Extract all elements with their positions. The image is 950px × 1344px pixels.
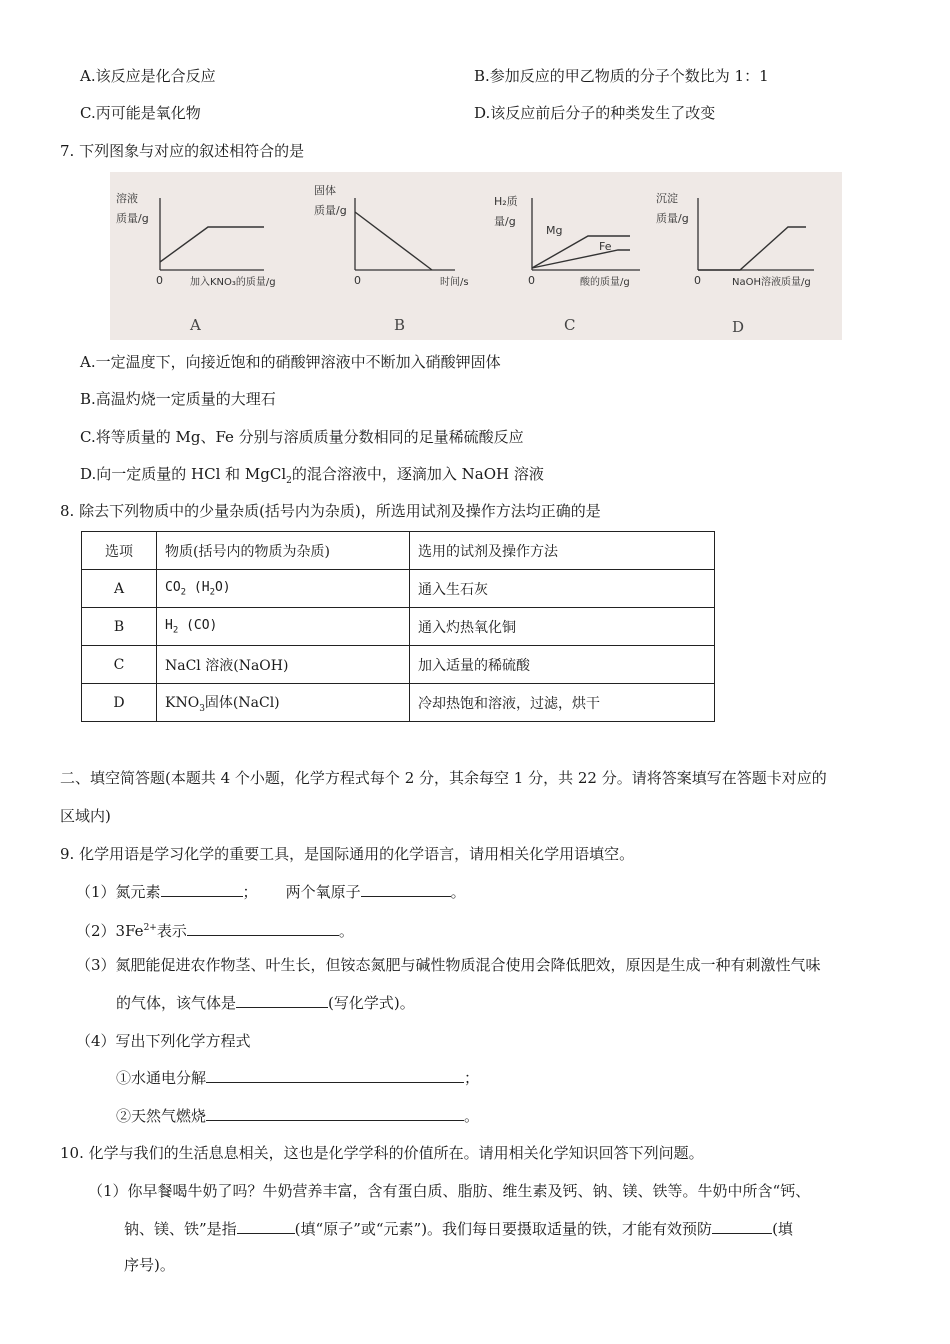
q8-row-d-option: D	[82, 684, 157, 722]
q10-part1-line3: 序号)。	[124, 1256, 175, 1274]
q8-row-a-substance	[157, 570, 410, 608]
q8-header-option: 选项	[82, 532, 157, 570]
q7-graphs-figure	[110, 172, 842, 340]
graph-c-origin: 0	[528, 274, 535, 287]
q7-option-b: B.高温灼烧一定质量的大理石	[80, 390, 276, 408]
q9-stem: 9. 化学用语是学习化学的重要工具，是国际通用的化学语言，请用相关化学用语填空。	[60, 845, 635, 863]
graph-d-ylabel-2: 质量/g	[656, 212, 689, 225]
q8-row-c	[82, 646, 715, 684]
graph-a-origin: 0	[156, 274, 163, 287]
q8-row-d-sub-post: 固体(NaCl)	[204, 694, 280, 711]
q7-option-d	[80, 464, 544, 491]
q8-row-a-option: A	[82, 570, 157, 608]
q6-option-a: A.该反应是化合反应	[80, 67, 216, 85]
q8-row-a-sub-post: (H	[186, 579, 210, 595]
graph-b-xlabel: 时间/s	[440, 277, 469, 288]
q8-row-d-substance	[157, 684, 410, 722]
graph-d-xlabel: NaOH溶液质量/g	[732, 277, 811, 288]
graph-a-xlabel: 加入KNO₃的质量/g	[190, 277, 276, 288]
q8-row-b-substance	[157, 608, 410, 646]
section2-heading-line1: 二、填空简答题(本题共 4 个小题，化学方程式每个 2 分，其余每空 1 分，共 22 分。请将答案填写在答题卡对应的	[60, 769, 827, 787]
q9-part4-1-label: ①水通电分解	[116, 1069, 207, 1087]
q10-part1-line2	[124, 1219, 793, 1239]
graph-d-caption: D	[732, 318, 745, 336]
q6-option-d: D.该反应前后分子的种类发生了改变	[474, 104, 716, 122]
graph-c-curve-mg	[532, 236, 630, 268]
q9-part3-line2-post: (写化学式)。	[328, 994, 415, 1012]
q8-row-a-sub-n2: 2	[209, 587, 215, 598]
q9-part1-blank-a[interactable]	[161, 882, 243, 897]
graph-b-ylabel-1: 固体	[314, 184, 336, 197]
graph-d-curve	[698, 227, 806, 270]
q8-row-b-method: 通入灼热氧化铜	[410, 608, 715, 646]
graph-a-curve	[160, 227, 264, 262]
q9-part2-sup: 2+	[143, 923, 157, 933]
q10-stem: 10. 化学与我们的生活息息相关，这也是化学学科的价值所在。请用相关化学知识回答下列问题。	[60, 1144, 704, 1162]
graph-c-ylabel-1: H₂质	[494, 195, 518, 208]
q9-part4-2-end: 。	[464, 1107, 480, 1125]
q9-part4-1	[116, 1068, 479, 1088]
q9-part4-1-end: ；	[464, 1069, 480, 1087]
q8-header-substance: 物质(括号内的物质为杂质)	[157, 532, 410, 570]
graph-d-origin: 0	[694, 274, 701, 287]
q9-part4-2-blank[interactable]	[206, 1106, 464, 1121]
graph-a	[116, 191, 276, 334]
section2-heading-line2: 区域内)	[60, 807, 111, 825]
q9-part1-label-a: （1）氮元素	[76, 883, 161, 901]
q7-option-d-pre: D.向一定质量的 HCl 和 MgCl	[80, 465, 287, 483]
q9-part2-pre: （2）3Fe	[76, 922, 144, 940]
q9-part2	[76, 918, 354, 941]
q10-part1-line2-pre: 钠、镁、铁”是指	[124, 1220, 237, 1238]
q8-row-b-option: B	[82, 608, 157, 646]
graph-c-ylabel-2: 量/g	[494, 215, 516, 228]
q9-part1	[76, 882, 466, 902]
q10-part1-blank-b[interactable]	[712, 1219, 772, 1234]
q7-option-c: C.将等质量的 Mg、Fe 分别与溶质质量分数相同的足量稀硫酸反应	[80, 428, 524, 446]
q8-row-b-sub-n: 2	[172, 625, 179, 636]
q8-stem: 8. 除去下列物质中的少量杂质(括号内为杂质)，所选用试剂及操作方法均正确的是	[60, 502, 601, 520]
graph-b-curve	[355, 212, 432, 270]
graph-b	[314, 183, 469, 334]
graph-a-ylabel-1: 溶液	[116, 192, 138, 205]
graph-d	[656, 191, 814, 336]
q9-part4: （4）写出下列化学方程式	[76, 1032, 251, 1050]
q8-row-d-sub-n: 3	[199, 703, 205, 714]
q9-part1-blank-b[interactable]	[361, 882, 451, 897]
q9-part3-line1: （3）氮肥能促进农作物茎、叶生长，但铵态氮肥与碱性物质混合使用会降低肥效，原因是生成一种有刺激性气味	[76, 956, 821, 974]
q10-part1-line1: （1）你早餐喝牛奶了吗？牛奶营养丰富，含有蛋白质、脂肪、维生素及钙、钠、镁、铁等。牛奶中所含“钙、	[88, 1182, 811, 1200]
q10-part1-line2-mid: (填“原子”或“元素”)。我们每日要摄取适量的铁，才能有效预防	[294, 1220, 713, 1238]
q8-row-b-sub-post: (CO)	[178, 617, 218, 633]
graph-c-series-fe: Fe	[599, 240, 612, 253]
q9-part3-blank[interactable]	[236, 993, 328, 1008]
q9-part3-line2	[116, 993, 415, 1013]
q6-option-b: B.参加反应的甲乙物质的分子个数比为 1：1	[474, 67, 769, 85]
q9-part3-line2-pre: 的气体，该气体是	[116, 994, 237, 1012]
q7-option-a: A.一定温度下，向接近饱和的硝酸钾溶液中不断加入硝酸钾固体	[80, 353, 501, 371]
q8-header-method: 选用的试剂及操作方法	[410, 532, 715, 570]
q8-row-a-sub-post2: O)	[214, 579, 231, 595]
graph-a-ylabel-2: 质量/g	[116, 212, 149, 225]
q9-part4-2	[116, 1106, 479, 1126]
q8-row-c-option: C	[82, 646, 157, 684]
q7-graphs-svg	[110, 172, 842, 340]
q8-table	[81, 531, 715, 722]
graph-b-origin: 0	[354, 274, 361, 287]
q9-part2-blank[interactable]	[187, 921, 339, 936]
q7-option-d-post: 的混合溶液中，逐滴加入 NaOH 溶液	[291, 465, 544, 483]
q10-part1-blank-a[interactable]	[237, 1219, 295, 1234]
q9-part2-end: 。	[338, 922, 354, 940]
q8-row-a	[82, 570, 715, 608]
graph-b-caption: B	[394, 316, 406, 334]
q8-row-d-sub-pre: KNO	[165, 694, 200, 711]
graph-a-caption: A	[190, 316, 201, 334]
q8-row-a-method: 通入生石灰	[410, 570, 715, 608]
q9-part1-end: 。	[450, 883, 466, 901]
q9-part1-label-b: 两个氧原子	[285, 883, 361, 901]
q8-row-b-sub-pre: H	[165, 617, 173, 633]
q6-option-c: C.丙可能是氧化物	[80, 104, 201, 122]
graph-c-caption: C	[564, 316, 576, 334]
q8-row-c-method: 加入适量的稀硫酸	[410, 646, 715, 684]
q9-part1-sep: ；	[242, 883, 258, 901]
q10-part1-line2-post: (填	[772, 1220, 793, 1238]
q9-part4-2-label: ②天然气燃烧	[116, 1107, 207, 1125]
graph-c-xlabel: 酸的质量/g	[580, 277, 630, 288]
q7-stem: 7. 下列图象与对应的叙述相符合的是	[60, 142, 305, 160]
q8-row-a-sub-n: 2	[180, 587, 187, 598]
q8-row-a-sub-pre: CO	[165, 579, 181, 595]
q7-option-d-sub: 2	[286, 476, 292, 486]
q8-row-b	[82, 608, 715, 646]
q8-row-d-method: 冷却热饱和溶液，过滤，烘干	[410, 684, 715, 722]
q9-part2-post: 表示	[156, 922, 187, 940]
graph-c	[494, 194, 640, 334]
q8-table-header	[82, 532, 715, 570]
q9-part4-1-blank[interactable]	[206, 1068, 464, 1083]
graph-d-ylabel-1: 沉淀	[656, 192, 678, 205]
graph-b-ylabel-2: 质量/g	[314, 204, 347, 217]
q8-row-d	[82, 684, 715, 722]
q8-row-c-substance: NaCl 溶液(NaOH)	[157, 646, 410, 684]
graph-c-series-mg: Mg	[546, 224, 563, 237]
